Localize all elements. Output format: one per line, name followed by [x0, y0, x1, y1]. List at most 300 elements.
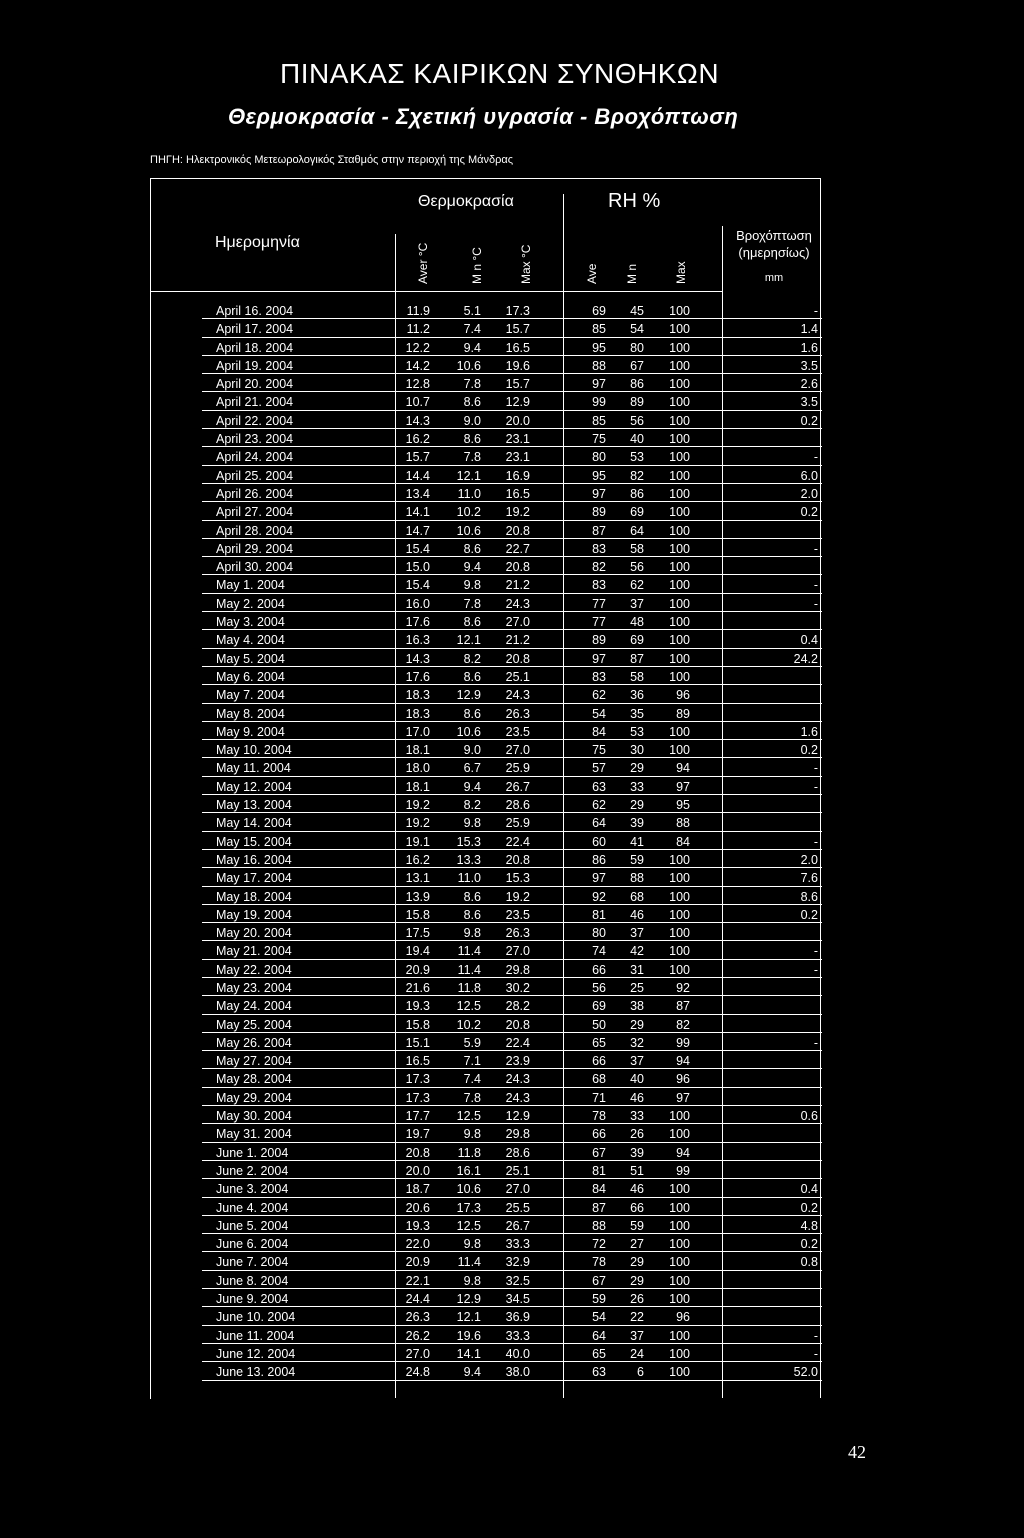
- cell-rh-avg: 85: [592, 322, 606, 337]
- row-rule: [202, 886, 822, 887]
- cell-rh-max: 100: [669, 523, 690, 538]
- cell-temp-max: 20.8: [505, 560, 530, 575]
- cell-rainfall: 2.0: [800, 852, 818, 867]
- cell-temp-max: 16.5: [505, 486, 530, 501]
- row-rule: [202, 648, 822, 649]
- cell-rh-avg: 97: [592, 486, 606, 501]
- cell-temp-max: 23.1: [505, 450, 530, 465]
- cell-rh-avg: 85: [592, 413, 606, 428]
- table-row: [150, 503, 822, 521]
- cell-temp-min: 11.4: [457, 962, 481, 977]
- cell-temp-avg: 20.6: [405, 1200, 430, 1215]
- cell-rainfall: -: [813, 1035, 818, 1050]
- cell-temp-min: 9.4: [463, 779, 481, 794]
- cell-temp-avg: 14.7: [405, 523, 430, 538]
- cell-rainfall: 52.0: [793, 1365, 818, 1380]
- row-date: May 26. 2004: [216, 1035, 292, 1050]
- cell-rh-min: 26: [630, 1127, 644, 1142]
- row-date: May 28. 2004: [216, 1072, 292, 1087]
- row-date: April 19. 2004: [216, 358, 294, 373]
- cell-rh-max: 100: [669, 486, 690, 501]
- cell-rh-max: 97: [676, 779, 690, 794]
- row-date: May 10. 2004: [216, 743, 292, 758]
- cell-temp-min: 8.6: [463, 615, 481, 630]
- row-date: May 11. 2004: [216, 761, 291, 776]
- row-date: May 3. 2004: [216, 615, 285, 630]
- cell-temp-max: 29.8: [505, 962, 530, 977]
- cell-temp-max: 29.8: [505, 1127, 530, 1142]
- cell-temp-min: 7.1: [463, 1054, 481, 1069]
- row-date: May 19. 2004: [216, 907, 292, 922]
- cell-temp-avg: 19.3: [405, 1218, 430, 1233]
- cell-rh-max: 100: [669, 304, 690, 318]
- cell-temp-min: 11.8: [457, 980, 481, 995]
- cell-rainfall: -: [813, 1346, 818, 1361]
- row-date: May 20. 2004: [216, 926, 292, 941]
- table-row: [150, 759, 822, 777]
- table-row: [150, 357, 822, 375]
- cell-temp-max: 33.3: [505, 1328, 530, 1343]
- row-rule: [202, 1233, 822, 1234]
- cell-rh-avg: 78: [592, 1255, 606, 1270]
- cell-rh-min: 27: [630, 1237, 644, 1252]
- cell-rh-max: 100: [669, 615, 690, 630]
- cell-temp-avg: 16.5: [405, 1054, 430, 1069]
- cell-rh-min: 38: [630, 999, 644, 1014]
- row-rule: [202, 1197, 822, 1198]
- table-row: [150, 869, 822, 887]
- table-row: [150, 705, 822, 723]
- cell-rh-max: 100: [669, 578, 690, 593]
- row-date: May 8. 2004: [216, 706, 285, 721]
- cell-rh-max: 100: [669, 907, 690, 922]
- cell-rh-avg: 84: [592, 1182, 606, 1197]
- cell-temp-min: 15.3: [456, 834, 481, 849]
- cell-rh-avg: 66: [592, 962, 606, 977]
- cell-rh-avg: 87: [592, 1200, 606, 1215]
- cell-temp-avg: 18.7: [405, 1182, 430, 1197]
- row-rule: [202, 1050, 822, 1051]
- cell-rh-avg: 92: [592, 889, 606, 904]
- cell-temp-avg: 19.3: [405, 999, 430, 1014]
- cell-temp-avg: 24.8: [405, 1365, 430, 1380]
- row-rule: [202, 977, 822, 978]
- cell-temp-min: 10.6: [456, 523, 481, 538]
- cell-temp-avg: 14.2: [405, 358, 430, 373]
- cell-rh-min: 89: [630, 395, 644, 410]
- cell-rh-min: 69: [630, 505, 644, 520]
- cell-rh-avg: 63: [592, 779, 606, 794]
- cell-rainfall: 0.2: [800, 1237, 818, 1252]
- cell-rh-avg: 75: [592, 743, 606, 758]
- cell-rainfall: 0.4: [800, 1182, 818, 1197]
- cell-rh-max: 100: [669, 1273, 690, 1288]
- cell-temp-max: 27.0: [505, 743, 530, 758]
- cell-rh-avg: 54: [592, 1310, 606, 1325]
- cell-rh-min: 58: [630, 669, 644, 684]
- header-temp-max: Max °C: [519, 244, 533, 284]
- cell-rh-avg: 69: [592, 999, 606, 1014]
- row-rule: [202, 904, 822, 905]
- table-row: [150, 778, 822, 796]
- row-date: April 29. 2004: [216, 541, 294, 556]
- row-date: May 9. 2004: [216, 724, 285, 739]
- cell-rh-max: 92: [676, 980, 690, 995]
- cell-temp-max: 28.2: [505, 999, 530, 1014]
- row-rule: [202, 318, 822, 319]
- cell-temp-avg: 15.4: [405, 541, 430, 556]
- cell-temp-avg: 19.2: [405, 798, 430, 813]
- cell-temp-max: 16.9: [505, 468, 530, 483]
- cell-rh-min: 67: [630, 358, 644, 373]
- cell-rainfall: -: [813, 962, 818, 977]
- cell-rh-max: 87: [676, 999, 690, 1014]
- cell-rh-avg: 54: [592, 706, 606, 721]
- cell-rainfall: -: [813, 541, 818, 556]
- cell-temp-avg: 14.3: [405, 413, 430, 428]
- table-row: [150, 1180, 822, 1198]
- cell-temp-min: 9.4: [463, 340, 481, 355]
- cell-rh-min: 37: [630, 926, 644, 941]
- row-rule: [202, 337, 822, 338]
- cell-temp-max: 25.9: [505, 761, 530, 776]
- cell-temp-max: 33.3: [505, 1237, 530, 1252]
- row-date: April 18. 2004: [216, 340, 294, 355]
- cell-temp-max: 21.2: [505, 633, 530, 648]
- cell-temp-avg: 20.9: [405, 1255, 430, 1270]
- cell-rh-avg: 50: [592, 1017, 606, 1032]
- table-row: [150, 1272, 822, 1290]
- cell-temp-avg: 27.0: [405, 1346, 430, 1361]
- cell-rh-avg: 84: [592, 724, 606, 739]
- row-rule: [202, 593, 822, 594]
- table-row: [150, 888, 822, 906]
- cell-temp-min: 6.7: [463, 761, 481, 776]
- table-row: [150, 1308, 822, 1326]
- cell-temp-max: 22.4: [505, 834, 530, 849]
- row-date: April 26. 2004: [216, 486, 294, 501]
- cell-rh-max: 100: [669, 505, 690, 520]
- cell-temp-min: 5.1: [463, 304, 481, 318]
- cell-temp-avg: 17.6: [405, 669, 430, 684]
- row-date: May 23. 2004: [216, 980, 292, 995]
- cell-rh-avg: 82: [592, 560, 606, 575]
- cell-temp-min: 12.1: [456, 468, 481, 483]
- cell-rainfall: 1.6: [800, 724, 818, 739]
- row-date: April 25. 2004: [216, 468, 294, 483]
- cell-rh-min: 59: [630, 852, 644, 867]
- cell-rh-min: 56: [630, 413, 644, 428]
- cell-rh-avg: 88: [592, 358, 606, 373]
- cell-rh-max: 100: [669, 358, 690, 373]
- table-row: [150, 1290, 822, 1308]
- row-date: June 10. 2004: [216, 1310, 296, 1325]
- cell-rainfall: -: [813, 450, 818, 465]
- cell-rh-avg: 83: [592, 578, 606, 593]
- cell-temp-max: 26.7: [505, 779, 530, 794]
- cell-rh-avg: 99: [592, 395, 606, 410]
- cell-temp-avg: 15.4: [405, 578, 430, 593]
- table-row: [150, 576, 822, 594]
- cell-temp-avg: 16.3: [405, 633, 430, 648]
- header-rh-min: M n: [625, 263, 639, 284]
- cell-temp-max: 25.5: [505, 1200, 530, 1215]
- table-row: [150, 375, 822, 393]
- cell-rh-max: 100: [669, 1200, 690, 1215]
- cell-temp-avg: 19.4: [405, 944, 430, 959]
- cell-rh-min: 80: [630, 340, 644, 355]
- cell-rh-avg: 69: [592, 304, 606, 318]
- cell-temp-avg: 17.3: [405, 1090, 430, 1105]
- row-rule: [202, 1142, 822, 1143]
- row-date: May 13. 2004: [216, 798, 292, 813]
- cell-rh-avg: 80: [592, 450, 606, 465]
- cell-temp-avg: 12.2: [405, 340, 430, 355]
- cell-rh-avg: 95: [592, 468, 606, 483]
- cell-rh-min: 42: [630, 944, 644, 959]
- row-rule: [202, 1014, 822, 1015]
- row-rule: [202, 538, 822, 539]
- cell-temp-avg: 21.6: [405, 980, 430, 995]
- cell-temp-avg: 16.2: [405, 852, 430, 867]
- page-number: 42: [848, 1442, 866, 1462]
- cell-rh-avg: 86: [592, 852, 606, 867]
- cell-rh-avg: 97: [592, 871, 606, 886]
- table-row: [150, 1217, 822, 1235]
- cell-rh-avg: 66: [592, 1127, 606, 1142]
- table-row: [150, 924, 822, 942]
- cell-rh-max: 96: [676, 688, 690, 703]
- row-rule: [202, 739, 822, 740]
- row-date: June 3. 2004: [216, 1182, 289, 1197]
- row-rule: [202, 922, 822, 923]
- cell-rh-min: 59: [630, 1218, 644, 1233]
- row-rule: [202, 556, 822, 557]
- row-rule: [202, 391, 822, 392]
- cell-temp-avg: 19.7: [405, 1127, 430, 1142]
- header-rule: [150, 291, 722, 292]
- cell-temp-min: 7.8: [463, 377, 481, 392]
- row-rule: [202, 1251, 822, 1252]
- cell-temp-max: 20.0: [505, 413, 530, 428]
- cell-temp-min: 7.4: [463, 322, 481, 337]
- cell-temp-avg: 11.2: [406, 322, 430, 337]
- cell-temp-avg: 18.1: [405, 743, 430, 758]
- row-rule: [202, 465, 822, 466]
- row-rule: [202, 1306, 822, 1307]
- cell-temp-max: 21.2: [505, 578, 530, 593]
- cell-rh-min: 68: [630, 889, 644, 904]
- row-date: April 28. 2004: [216, 523, 294, 538]
- cell-temp-min: 10.2: [456, 1017, 481, 1032]
- cell-temp-min: 12.9: [456, 688, 481, 703]
- cell-temp-avg: 15.1: [405, 1035, 430, 1050]
- row-date: June 4. 2004: [216, 1200, 289, 1215]
- cell-temp-avg: 15.0: [405, 560, 430, 575]
- cell-temp-avg: 11.9: [406, 304, 430, 318]
- cell-rh-min: 41: [630, 834, 644, 849]
- cell-rainfall: 0.2: [800, 907, 818, 922]
- cell-rh-max: 100: [669, 889, 690, 904]
- row-rule: [202, 501, 822, 502]
- cell-rh-min: 6: [637, 1365, 644, 1380]
- cell-rh-avg: 89: [592, 505, 606, 520]
- cell-temp-avg: 26.3: [405, 1310, 430, 1325]
- cell-rainfall: -: [813, 779, 818, 794]
- table-row: [150, 522, 822, 540]
- table-row: [150, 906, 822, 924]
- cell-temp-max: 20.8: [505, 523, 530, 538]
- cell-temp-avg: 15.8: [405, 1017, 430, 1032]
- cell-temp-avg: 20.0: [405, 1163, 430, 1178]
- cell-temp-min: 10.2: [456, 505, 481, 520]
- cell-temp-avg: 15.7: [405, 450, 430, 465]
- source-note: ΠΗΓΗ: Ηλεκτρονικός Μετεωρολογικός Σταθμός στην περιοχή της Μάνδρας: [150, 154, 514, 166]
- row-date: May 29. 2004: [216, 1090, 292, 1105]
- cell-temp-min: 12.5: [456, 999, 481, 1014]
- cell-temp-min: 8.6: [463, 669, 481, 684]
- cell-temp-max: 27.0: [505, 615, 530, 630]
- cell-rh-avg: 88: [592, 1218, 606, 1233]
- cell-temp-max: 26.3: [505, 706, 530, 721]
- cell-rh-min: 33: [630, 779, 644, 794]
- row-date: May 17. 2004: [216, 871, 292, 886]
- cell-temp-min: 9.8: [463, 816, 481, 831]
- cell-rh-min: 46: [630, 1090, 644, 1105]
- cell-rainfall: 2.0: [800, 486, 818, 501]
- header-rainfall-unit: mm: [764, 272, 784, 284]
- row-rule: [202, 849, 822, 850]
- cell-rainfall: 0.6: [800, 1109, 818, 1124]
- cell-rh-avg: 89: [592, 633, 606, 648]
- cell-rh-max: 99: [676, 1035, 690, 1050]
- cell-rh-avg: 66: [592, 1054, 606, 1069]
- cell-rh-min: 54: [630, 322, 644, 337]
- cell-rh-max: 88: [676, 816, 690, 831]
- cell-rainfall: -: [813, 304, 818, 318]
- cell-temp-min: 8.6: [463, 432, 481, 447]
- cell-rh-avg: 74: [592, 944, 606, 959]
- cell-temp-avg: 17.6: [405, 615, 430, 630]
- cell-rh-min: 46: [630, 907, 644, 922]
- cell-rh-min: 30: [630, 743, 644, 758]
- cell-temp-avg: 12.8: [405, 377, 430, 392]
- row-rule: [202, 1032, 822, 1033]
- cell-rh-min: 46: [630, 1182, 644, 1197]
- row-date: April 24. 2004: [216, 450, 294, 465]
- cell-temp-max: 12.9: [505, 1109, 530, 1124]
- table-row: [150, 1107, 822, 1125]
- cell-temp-min: 12.1: [456, 1310, 481, 1325]
- cell-rh-avg: 62: [592, 688, 606, 703]
- row-rule: [202, 574, 822, 575]
- cell-temp-max: 15.7: [505, 322, 530, 337]
- row-rule: [202, 995, 822, 996]
- table-row: [150, 814, 822, 832]
- table-row: [150, 1363, 822, 1381]
- cell-rainfall: -: [813, 1328, 818, 1343]
- row-rule: [202, 1270, 822, 1271]
- cell-temp-avg: 26.2: [405, 1328, 430, 1343]
- cell-rh-avg: 78: [592, 1109, 606, 1124]
- row-rule: [202, 428, 822, 429]
- cell-temp-max: 26.7: [505, 1218, 530, 1233]
- cell-temp-max: 25.9: [505, 816, 530, 831]
- table-row: [150, 1162, 822, 1180]
- cell-rh-min: 25: [630, 980, 644, 995]
- cell-temp-min: 11.4: [457, 944, 481, 959]
- cell-rh-min: 87: [630, 651, 644, 666]
- cell-temp-avg: 17.7: [405, 1109, 430, 1124]
- table-row: [150, 595, 822, 613]
- row-date: May 31. 2004: [216, 1127, 292, 1142]
- table-row: [150, 833, 822, 851]
- row-rule: [202, 776, 822, 777]
- cell-rh-avg: 60: [592, 834, 606, 849]
- table-row: [150, 1070, 822, 1088]
- cell-temp-max: 24.3: [505, 1090, 530, 1105]
- cell-rh-max: 100: [669, 468, 690, 483]
- cell-temp-max: 19.2: [505, 889, 530, 904]
- cell-rh-min: 48: [630, 615, 644, 630]
- page-title: ΠΙΝΑΚΑΣ ΚΑΙΡΙΚΩΝ ΣΥΝΘΗΚΩΝ: [280, 58, 720, 89]
- row-rule: [202, 1105, 822, 1106]
- cell-rh-max: 100: [669, 1328, 690, 1343]
- cell-temp-min: 9.4: [463, 560, 481, 575]
- cell-rh-min: 24: [630, 1346, 644, 1361]
- cell-rh-min: 29: [630, 1017, 644, 1032]
- row-date: April 23. 2004: [216, 432, 294, 447]
- cell-temp-max: 23.1: [505, 432, 530, 447]
- table-row: [150, 1052, 822, 1070]
- cell-temp-avg: 24.4: [405, 1292, 430, 1307]
- table-row: [150, 302, 822, 320]
- cell-temp-max: 23.5: [505, 724, 530, 739]
- cell-rh-max: 100: [669, 1218, 690, 1233]
- cell-temp-min: 10.6: [456, 358, 481, 373]
- cell-rh-min: 39: [630, 816, 644, 831]
- cell-temp-avg: 15.8: [405, 907, 430, 922]
- table-row: [150, 1199, 822, 1217]
- table-row: [150, 686, 822, 704]
- cell-rh-avg: 77: [592, 596, 606, 611]
- cell-rh-max: 100: [669, 743, 690, 758]
- cell-temp-max: 25.1: [505, 669, 530, 684]
- cell-rh-min: 29: [630, 1273, 644, 1288]
- cell-temp-min: 9.8: [463, 578, 481, 593]
- cell-rh-avg: 72: [592, 1237, 606, 1252]
- cell-temp-avg: 13.9: [405, 889, 430, 904]
- cell-rh-avg: 83: [592, 541, 606, 556]
- cell-rh-max: 100: [669, 432, 690, 447]
- cell-temp-max: 22.4: [505, 1035, 530, 1050]
- cell-rainfall: 0.8: [800, 1255, 818, 1270]
- table-row: [150, 485, 822, 503]
- cell-rh-max: 100: [669, 340, 690, 355]
- cell-rh-avg: 83: [592, 669, 606, 684]
- cell-temp-min: 9.8: [463, 1273, 481, 1288]
- cell-temp-min: 8.6: [463, 541, 481, 556]
- header-rainfall-line2: (ημερησίως): [738, 245, 810, 260]
- cell-temp-max: 24.3: [505, 688, 530, 703]
- row-date: May 15. 2004: [216, 834, 292, 849]
- cell-rh-max: 100: [669, 1127, 690, 1142]
- cell-rainfall: -: [813, 834, 818, 849]
- cell-temp-min: 12.9: [456, 1292, 481, 1307]
- table-row: [150, 741, 822, 759]
- row-rule: [202, 1215, 822, 1216]
- table-row: [150, 1327, 822, 1345]
